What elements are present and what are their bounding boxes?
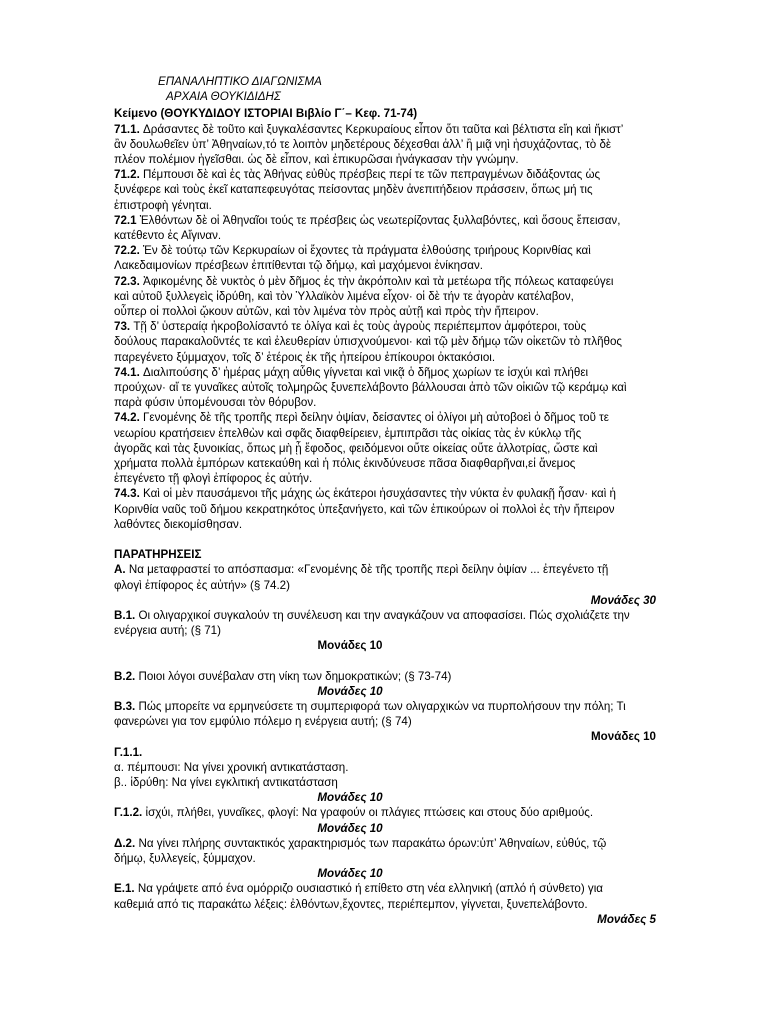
passage-line: Κορινθία ναῦς τοῦ δήμου κεκρατηκότος ὑπεξανήγετο, καὶ τῶν ἐπικούρων οἱ πολλοὶ ἐς τὴν ἤπειρον [114,502,615,516]
section-text: Καὶ οἱ μὲν παυσάμενοι τῆς μάχης ὡς ἑκάτεροι ἡσυχάσαντες τὴν νύκτα ἐν φυλακῇ ἦσαν· καὶ ἡ [143,487,616,501]
question-text: ἰσχύι, πλήθει, γυναῖκες, φλογί: Να γραφούν οι πλάγιες πτώσεις και στους δύο αριθμούς. [142,806,594,820]
text-heading: Κείμενο (ΘΟΥΚΥΔΙΔΟΥ ΙΣΤΟΡΙΑΙ Βιβλίο Γ΄– Κεφ. 71-74) [114,107,418,121]
section-number: 71.1. [114,122,144,136]
section-text: Πέμπουσι δὲ καὶ ἐς τὰς Ἀθήνας εὐθὺς πρέσβεις περί τε τῶν πεπραγμένων διδάξοντας ὡς [143,168,601,182]
section-number: 72.2. [114,244,144,258]
question-label: Δ.2. [114,836,136,850]
passage-line [114,319,656,334]
passage-line [114,274,656,289]
points-a: Μονάδες 30 [590,593,656,607]
section-text: Γενομένης δὲ τῆς τροπῆς περὶ δείλην ὀψίαν, δείσαντες οἱ ὀλίγοι μὴ αὐτοβοεὶ ὁ δῆμος τοῦ τε [143,411,609,425]
question-text: Να γίνει πλήρης συντακτικός χαρακτηρισμός των παρακάτω όρων:ὑπ’ Ἀθηναίων, εὐθύς, τῷ [135,836,607,850]
title-block [114,74,656,104]
passage-line: παρὰ φύσιν ὑπομένουσαι τὸν θόρυβον. [114,396,317,410]
question-label: Β.1. [114,608,136,622]
question-b3-cont: φανερώνει για τον εμφύλιο πόλεμο η ενέργεια αυτή; (§ 74) [114,715,412,729]
passage-line: οὗπερ οἱ πολλοὶ ᾤκουν αὐτῶν, καὶ τὸν λιμένα τὸν πρὸς αὐτῇ καὶ πρὸς τὴν ἤπειρον. [114,305,539,319]
points-d2: Μονάδες 10 [317,867,383,881]
passage-line [114,365,656,380]
passage-line [114,213,656,228]
passage-line: παρεγένετο ξύμμαχον, τοῖς δ’ ἑτέροις ἐκ τῆς ἠπείρου ἐπίκουροι ὀκτακόσιοι. [114,350,496,364]
question-text: Ποιοι λόγοι συνέβαλαν στη νίκη των δημοκρατικών; (§ 73-74) [135,669,452,683]
section-number: 72.1 [114,213,140,227]
question-b3 [114,699,656,714]
question-text: Να μεταφραστεί το απόσπασμα: «Γενομένης δὲ τῆς τροπῆς περὶ δείλην ὀψίαν ... ἐπεγένετο τῇ [125,563,609,577]
question-b1 [114,608,656,623]
question-a-cont: φλογὶ ἐπίφορος ἐς αὐτήν» (§ 74.2) [114,578,290,592]
passage-line [114,410,656,425]
passage-line: νεωρίου κρατήσειεν ἐπελθὼν καὶ σφᾶς διαφθείρειεν, ἐμπιπρᾶσι τὰς οἰκίας τὰς ἐν κύκλῳ τῆς [114,426,582,440]
passage-line [114,486,656,501]
passage-line: κατέθεντο ἐς Αἴγιναν. [114,229,222,243]
question-label: Β.2. [114,669,136,683]
section-number: 73. [114,320,134,334]
passage-line [114,167,656,182]
passage-line [114,243,656,258]
section-text: Ἀφικομένης δὲ νυκτὸς ὁ μὲν δῆμος ἐς τὴν ἀκρόπολιν καὶ τὰ μετέωρα τῆς πόλεως καταφεύγει [143,274,614,288]
section-number: 71.2. [114,168,144,182]
question-g11: Γ.1.1. [114,745,143,759]
passage-line: ἂν δουλωθεῖεν ὑπ’ Ἀθηναίων,τό τε λοιπὸν μηδετέρους δέχεσθαι ἀλλ’ ἢ μιᾷ νηὶ ἡσυχάζοντας, τὸ δὲ [114,137,612,151]
question-e1 [114,881,656,896]
passage-line: ἐπιστροφὴ γένηται. [114,198,212,212]
question-label: Ε.1. [114,882,135,896]
passage-line: πλέον πολέμιον ἡγεῖσθαι. ὡς δὲ εἶπον, καὶ ἐπικυρῶσαι ἠνάγκασαν τὴν γνώμην. [114,153,519,167]
question-a [114,562,656,577]
greek-passage [114,122,656,532]
passage-line: καὶ αὐτοῦ ξυλλεγεὶς ἱδρύθη, καὶ τὸν Ὑλλαϊκὸν λιμένα εἶχον· οἱ δὲ τήν τε ἀγορὰν κατέλαβον, [114,289,574,303]
question-g11-b: β.. ἱδρύθη: Να γίνει εγκλιτική αντικατάσταση [114,775,338,789]
section-number: 72.3. [114,274,144,288]
passage-line: ξυνέφερε καὶ τοὺς ἐκεῖ καταπεφευγότας πείσοντας μηδὲν ἀνεπιτήδειον πράσσειν, ὅπως μή τις [114,183,593,197]
question-b2 [114,669,656,684]
passage-line: χρήματα πολλὰ ἐμπόρων κατεκαύθη καὶ ἡ πόλις ἐκινδύνευσε πᾶσα διαφθαρῆναι,εἰ ἄνεμος [114,457,576,471]
passage-line: ἐπεγένετο τῇ φλογὶ ἐπίφορος ἐς αὐτήν. [114,472,313,486]
section-text: Ἐλθόντων δὲ οἱ Ἀθηναῖοι τούς τε πρέσβεις ὡς νεωτερίζοντας ξυλλαβόντες, καὶ ὅσους ἔπεισαν, [139,213,621,227]
question-label: Α. [114,563,126,577]
passage-line: Λακεδαιμονίων πρέσβεων ἐπιτίθενται τῷ δήμῳ, καὶ μαχόμενοι ἐνίκησαν. [114,259,484,273]
question-g11-a: α. πέμπουσι: Να γίνει χρονική αντικατάσταση. [114,760,349,774]
question-e1-cont: καθεμιά από τις παρακάτω λέξεις: ἐλθόντων,ἔχοντες, περιέπεμπον, γίγνεται, ξυνεπελάβοντο. [114,897,588,911]
remarks-section [114,547,656,927]
section-number: 74.2. [114,411,144,425]
section-number: 74.3. [114,487,144,501]
question-text: Πώς μπορείτε να ερμηνεύσετε τη συμπεριφορά των ολιγαρχικών να πυρπολήσουν την πόλη; Τι [135,699,626,713]
passage-line: δούλους παρακαλοῦντές τε καὶ ἐλευθερίαν ὑπισχνούμενοι· καὶ τῷ μὲν δήμῳ τῶν οἰκετῶν τὸ πλῆθος [114,335,623,349]
question-text: Οι ολιγαρχικοί συγκαλούν τη συνέλευση και την αναγκάζουν να αποφασίσει. Πώς σχολιάζετε την [135,608,630,622]
section-text: Τῇ δ’ ὑστεραίᾳ ἠκροβολίσαντό τε ὀλίγα καὶ ἐς τοὺς ἀγροὺς περιέπεμπον ἀμφότεροι, τοὺς [133,320,587,334]
section-text: Διαλιπούσης δ’ ἡμέρας μάχη αὖθις γίγνεται καὶ νικᾷ ὁ δῆμος χωρίων τε ἰσχύι καὶ πλήθει [143,365,589,379]
points-g11: Μονάδες 10 [317,791,383,805]
passage-line: προύχων· αἵ τε γυναῖκες αὐτοῖς τολμηρῶς ξυνεπελάβοντο βάλλουσαι ἀπὸ τῶν οἰκιῶν τῷ κεράμῳ καὶ [114,381,627,395]
passage-line: ἀγορᾶς καὶ τὰς ξυνοικίας, ὅπως μὴ ᾖ ἔφοδος, φειδόμενοι οὔτε οἰκείας οὔτε ἀλλοτρίας, ὥστε καὶ [114,441,598,455]
exam-page [114,74,656,927]
passage-line: λαθόντες διεκομίσθησαν. [114,517,243,531]
question-text: Να γράψετε από ένα ομόρριζο ουσιαστικό ή επίθετο στη νέα ελληνική (απλό ή σύνθετο) για [134,882,604,896]
section-number: 74.1. [114,365,144,379]
exam-title: ΕΠΑΝΑΛΗΠΤΙΚΟ ΔΙΑΓΩΝΙΣΜΑ [158,75,322,88]
exam-subtitle: ΑΡΧΑΙΑ ΘΟΥΚΙΔΙΔΗΣ [166,90,281,104]
section-text: Δράσαντες δὲ τοῦτο καὶ ξυγκαλέσαντες Κερκυραίους εἶπον ὅτι ταῦτα καὶ βέλτιστα εἴη καὶ ἥκιστ’ [143,122,624,136]
points-b3: Μονάδες 10 [591,730,656,744]
question-label: Β.3. [114,699,136,713]
passage-line [114,122,656,137]
question-label: Γ.1.2. [114,806,143,820]
remarks-heading: ΠΑΡΑΤΗΡΗΣΕΙΣ [114,548,202,562]
points-b2: Μονάδες 10 [317,684,383,698]
points-b1: Μονάδες 10 [317,639,383,653]
section-text: Ἐν δὲ τούτῳ τῶν Κερκυραίων οἱ ἔχοντες τὰ πράγματα ἐλθούσης τριήρους Κορινθίας καὶ [143,244,591,258]
points-e1: Μονάδες 5 [597,912,656,926]
question-g12 [114,805,656,820]
question-d2 [114,836,656,851]
question-b1-cont: ενέργεια αυτή; (§ 71) [114,624,221,638]
points-g12: Μονάδες 10 [317,821,383,835]
question-d2-cont: δήμῳ, ξυλλεγείς, ξύμμαχον. [114,851,256,865]
